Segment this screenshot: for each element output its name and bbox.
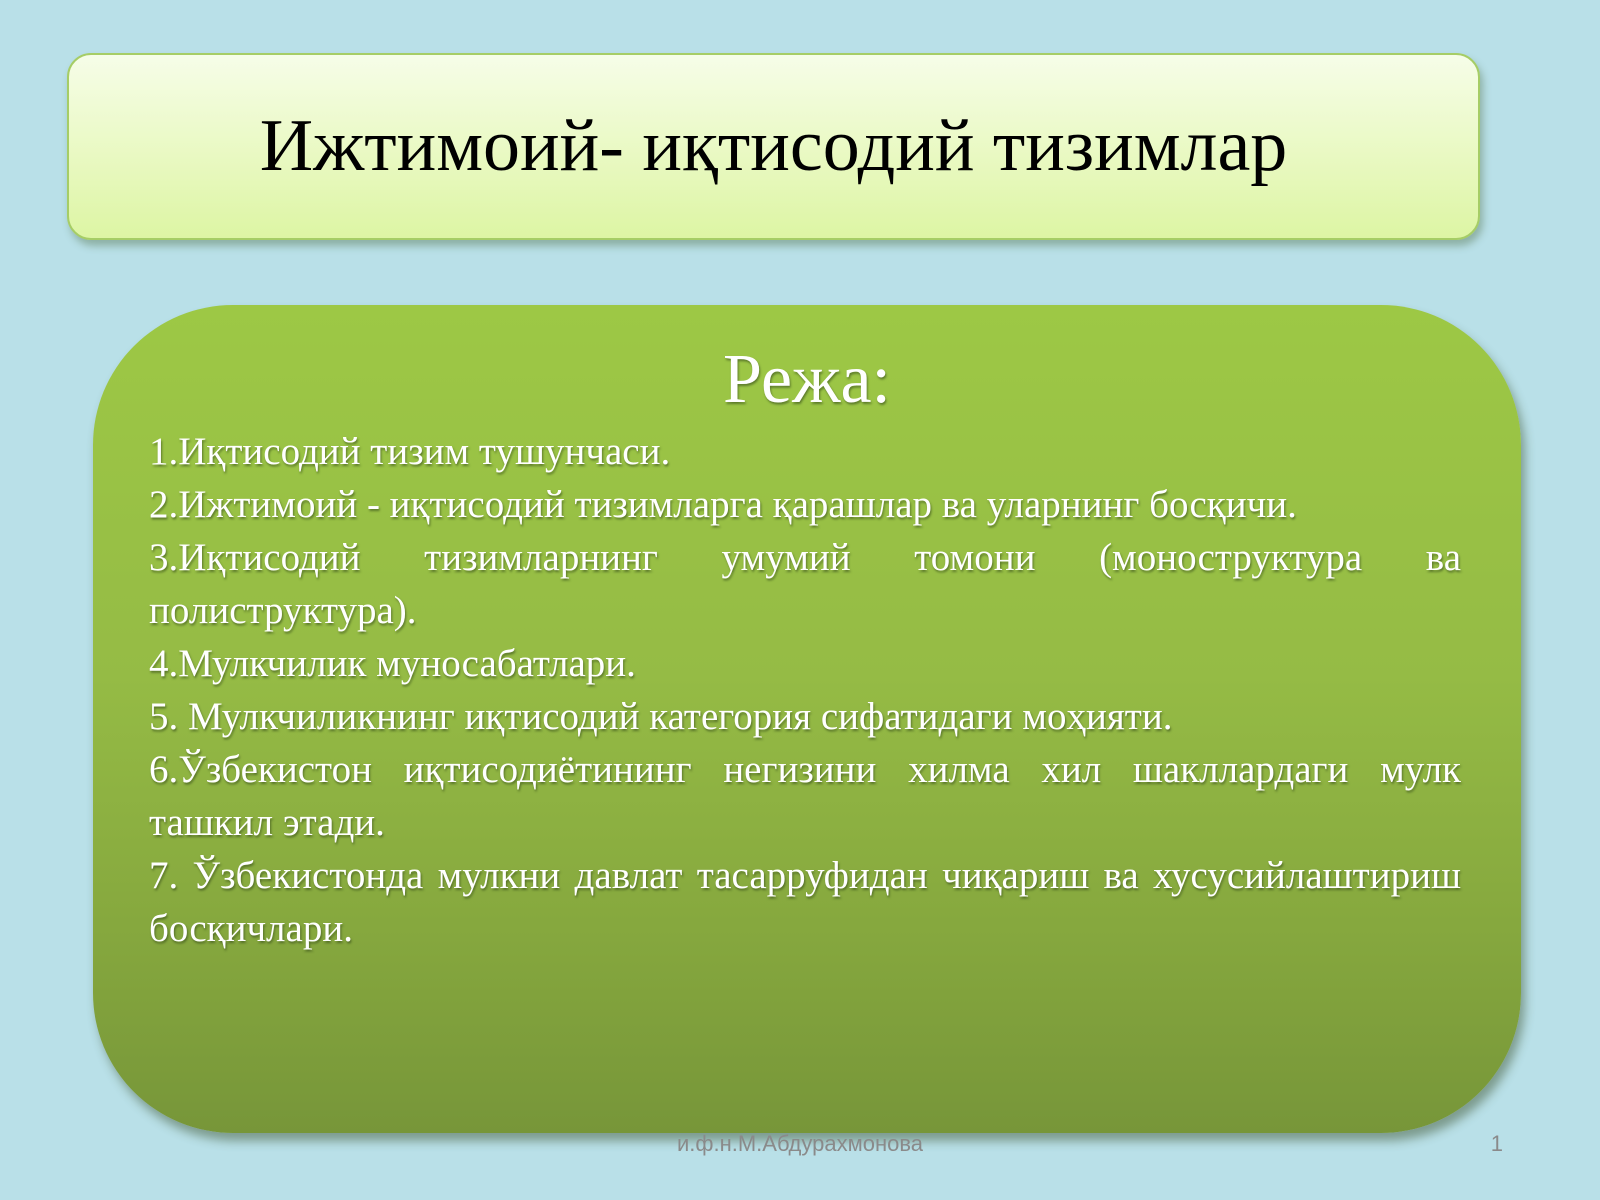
plan-item-3: 3.Иқтисодий тизимларнинг умумий томони (моноструктура ва полиструктура). bbox=[149, 536, 1461, 632]
plan-item-7: 7. Ўзбекистонда мулкни давлат тасарруфидан чиқариш ва хусусийлаштириш босқичлари. bbox=[149, 854, 1461, 950]
plan-heading: Режа: bbox=[723, 341, 891, 418]
plan-item-6: 6.Ўзбекистон иқтисодиётининг негизини хилма хил шакллардаги мулк ташкил этади. bbox=[149, 748, 1461, 844]
plan-item-5: 5. Мулкчиликнинг иқтисодий категория сифатидаги моҳияти. bbox=[149, 695, 1173, 738]
plan-item-4: 4.Мулкчилик муносабатлари. bbox=[149, 642, 636, 685]
plan-item-2: 2.Ижтимоий - иқтисодий тизимларга қарашлар ва уларнинг босқичи. bbox=[149, 483, 1297, 526]
footer-author: и.ф.н.М.Абдурахмонова bbox=[676, 1131, 924, 1156]
title-box bbox=[67, 53, 1480, 240]
page-number: 1 bbox=[1490, 1131, 1503, 1156]
plan-box bbox=[93, 305, 1521, 1133]
slide-title: Ижтимоий- иқтисодий тизимлар bbox=[259, 105, 1288, 187]
plan-list bbox=[149, 425, 1461, 955]
plan-item-1: 1.Иқтисодий тизим тушунчаси. bbox=[149, 430, 671, 473]
